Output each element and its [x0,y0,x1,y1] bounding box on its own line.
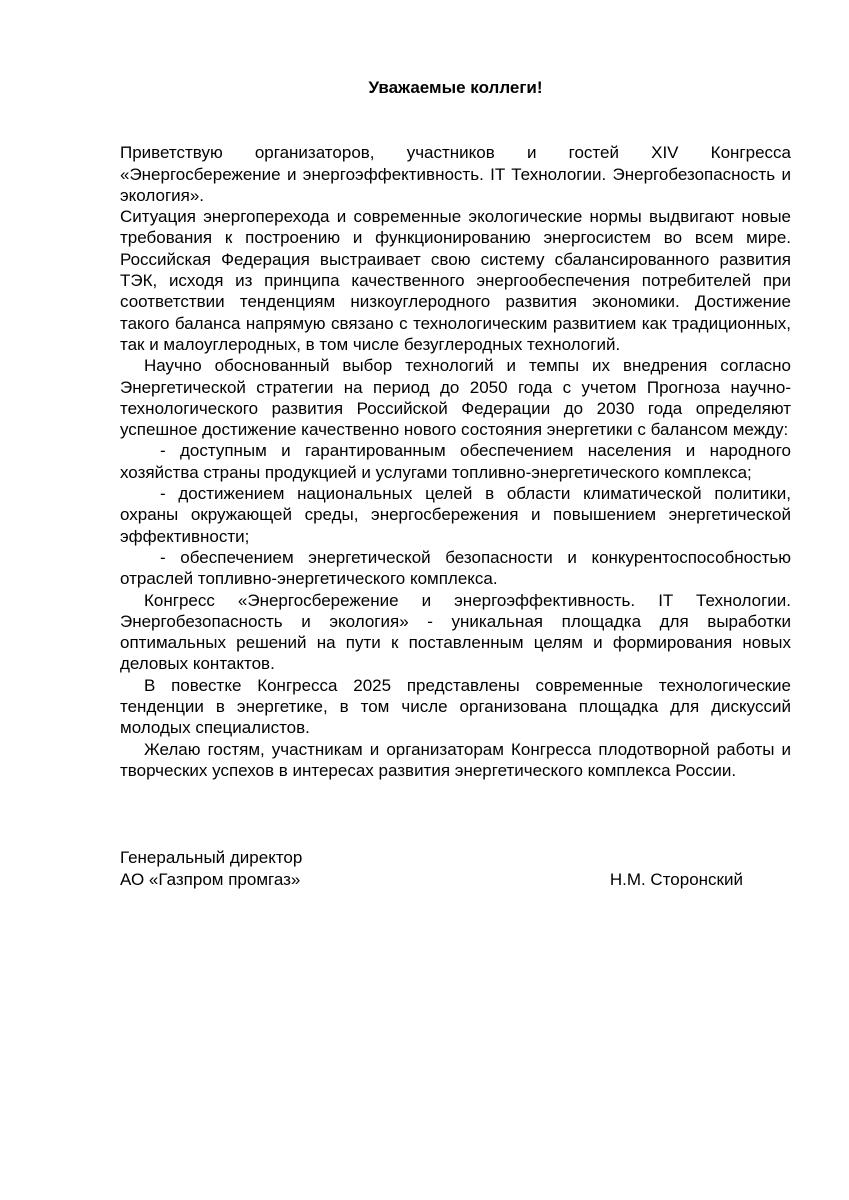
letter-title: Уважаемые коллеги! [368,78,543,97]
signature-block [120,847,791,890]
paragraph-strategy: Научно обоснованный выбор технологий и темпы их внедрения согласно Энергетической стратегии на период до 2050 года с учетом Прогноза научно-технологического развития Российской Федерации до 2030 года определяют успешное достижение качественно нового состояния энергетики с балансом между: [120,356,791,440]
paragraph-greeting: Приветствую организаторов, участников и гостей XIV Конгресса «Энергосбережение и энергоэффективность. IT Технологии. Энергобезопасность и экология». [120,143,791,205]
bullet-item-energy-security: - обеспечением энергетической безопасности и конкурентоспособностью отраслей топливно-энергетического комплекса. [120,547,791,589]
signature-role-line1: Генеральный директор [120,848,303,868]
signature-row-role [120,847,791,868]
paragraph-congress-platform: Конгресс «Энергосбережение и энергоэффективность. IT Технологии. Энергобезопасность и экология» - уникальная площадка для выработки оптимальных решений на пути к поставленным целям и формирования новых деловых контактов. [120,590,791,674]
paragraph-agenda-2025: В повестке Конгресса 2025 представлены современные технологические тенденции в энергетике, в том числе организована площадка для дискуссий молодых специалистов. [120,675,791,738]
bullet-item-climate-goals: - достижением национальных целей в области климатической политики, охраны окружающей среды, энергосбережения и повышением энергетической эффективности; [120,484,791,546]
paragraph-energy-transition: Ситуация энергоперехода и современные экологические нормы выдвигают новые требования к построению и функционированию энергосистем во всем мире. Российская Федерация выстраивает свою систему сбалансированного развития ТЭК, исходя из принципа качественного энергообеспечения потребителей при соответствии тенденциям низкоуглеродного развития экономики. Достижение такого баланса напрямую связано с технологическим развитием как традиционных, так и малоуглеродных, в том числе безуглеродных технологий. [120,207,791,354]
signature-person-name: Н.М. Сторонский [609,869,743,889]
bullet-item-supply: - доступным и гарантированным обеспечением населения и народного хозяйства страны продукцией и услугами топливно-энергетического комплекса; [120,441,791,482]
signature-row-company-name [120,869,791,890]
signature-company: АО «Газпром промгаз» [120,869,301,889]
paragraph-wishes: Желаю гостям, участникам и организаторам Конгресса плодотворной работы и творческих успехов в интересах развития энергетического комплекса России. [120,739,791,780]
